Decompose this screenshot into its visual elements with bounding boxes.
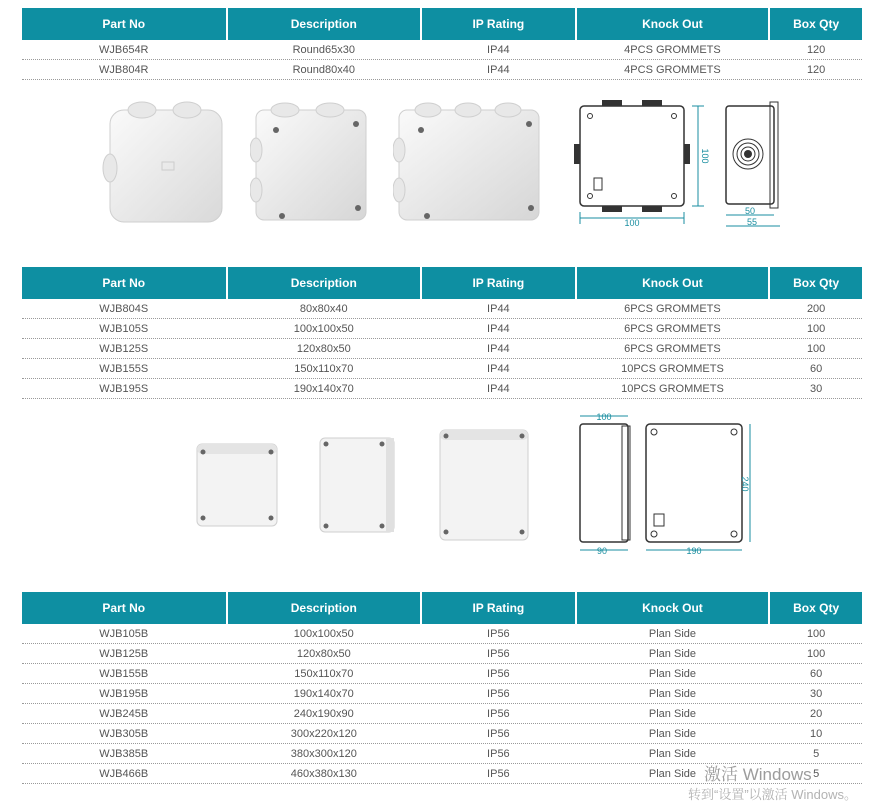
rect-box-photo	[393, 100, 543, 224]
knock-out-cell: Plan Side	[648, 627, 696, 640]
part-no-cell: WJB305B	[99, 727, 149, 740]
header-description: Description	[228, 592, 421, 624]
box-qty-cell: 10	[810, 727, 823, 740]
part-no-cell: WJB195S	[99, 382, 149, 395]
box-qty-cell: 100	[806, 627, 826, 640]
description-cell: 120x80x50	[296, 647, 351, 660]
box-qty-cell: 200	[806, 302, 826, 315]
windows-activation-hint: 转到“设置”以激活 Windows。	[688, 787, 858, 802]
ip-rating-cell: IP56	[487, 647, 510, 660]
part-no-cell: WJB195B	[99, 687, 149, 700]
box-qty-cell: 100	[806, 647, 826, 660]
ip-rating-cell: IP56	[487, 627, 510, 640]
description-cell: 150x110x70	[294, 362, 354, 375]
box-qty-cell: 5	[813, 747, 820, 760]
description-cell: 460x380x130	[290, 767, 357, 780]
dim-side-inner-text: 50	[744, 206, 756, 216]
box-qty-cell: 100	[806, 322, 826, 335]
header-ip-rating: IP Rating	[422, 592, 575, 624]
box-qty-cell: 60	[810, 667, 823, 680]
dim-side-outer-text: 55	[746, 217, 758, 227]
table-row	[22, 644, 862, 664]
knock-out-cell: Plan Side	[648, 747, 696, 760]
header-box-qty: Box Qty	[770, 267, 862, 299]
ip-rating-cell: IP44	[487, 43, 510, 56]
table-row	[22, 664, 862, 684]
ip-rating-cell: IP56	[487, 747, 510, 760]
ip-rating-cell: IP44	[487, 302, 510, 315]
table-row	[22, 359, 862, 379]
windows-activation-watermark: 激活 Windows	[704, 765, 812, 784]
knock-out-cell: 6PCS GROMMETS	[624, 342, 721, 355]
description-cell: 150x110x70	[294, 667, 354, 680]
table-row	[22, 40, 862, 60]
ip-rating-cell: IP44	[487, 63, 510, 76]
product-table-round	[22, 8, 862, 80]
table-body	[22, 299, 862, 399]
part-no-cell: WJB105B	[99, 627, 149, 640]
ip-rating-cell: IP44	[487, 322, 510, 335]
knock-out-cell: Plan Side	[648, 667, 696, 680]
box-qty-cell: 120	[806, 63, 826, 76]
header-box-qty: Box Qty	[770, 592, 862, 624]
description-cell: 120x80x50	[296, 342, 351, 355]
round-box-photo	[102, 100, 226, 224]
description-cell: Round65x30	[292, 43, 355, 56]
part-no-cell: WJB155S	[99, 362, 149, 375]
ip-rating-cell: IP44	[487, 342, 510, 355]
header-ip-rating: IP Rating	[422, 267, 575, 299]
ip-rating-cell: IP56	[487, 767, 510, 780]
description-cell: 190x140x70	[293, 687, 354, 700]
table-row	[22, 60, 862, 80]
product-table-square	[22, 267, 862, 399]
header-description: Description	[228, 8, 421, 40]
knock-out-cell: 6PCS GROMMETS	[624, 322, 721, 335]
technical-drawing-square	[566, 96, 796, 231]
box-qty-cell: 100	[806, 342, 826, 355]
box-qty-cell: 20	[810, 707, 823, 720]
dim-side-depth-text: 90	[596, 546, 608, 556]
part-no-cell: WJB804S	[99, 302, 149, 315]
table-row	[22, 379, 862, 399]
dim-width-text: 100	[624, 218, 640, 228]
header-box-qty: Box Qty	[770, 8, 862, 40]
knock-out-cell: 4PCS GROMMETS	[624, 43, 721, 56]
header-part-no: Part No	[22, 8, 226, 40]
knock-out-cell: Plan Side	[648, 687, 696, 700]
ip-rating-cell: IP56	[487, 687, 510, 700]
knock-out-cell: 10PCS GROMMETS	[621, 362, 724, 375]
ip-rating-cell: IP56	[487, 707, 510, 720]
table-row	[22, 724, 862, 744]
table-row	[22, 704, 862, 724]
dim-side-width-text: 100	[596, 412, 612, 422]
knock-out-cell: 4PCS GROMMETS	[624, 63, 721, 76]
part-no-cell: WJB385B	[99, 747, 149, 760]
ip-rating-cell: IP56	[487, 667, 510, 680]
table-row	[22, 339, 862, 359]
dim-height-text: 240	[740, 476, 750, 492]
table-row	[22, 299, 862, 319]
description-cell: 380x300x120	[290, 747, 357, 760]
technical-drawing-rect	[572, 410, 762, 560]
ip-rating-cell: IP44	[487, 382, 510, 395]
box-qty-cell: 30	[810, 687, 823, 700]
description-cell: 100x100x50	[293, 627, 354, 640]
table-row	[22, 624, 862, 644]
dim-height-text: 100	[700, 148, 710, 164]
description-cell: 190x140x70	[293, 382, 354, 395]
box-qty-cell: 120	[806, 43, 826, 56]
box-qty-cell: 30	[810, 382, 823, 395]
knock-out-cell: 10PCS GROMMETS	[621, 382, 724, 395]
header-ip-rating: IP Rating	[422, 8, 575, 40]
plain-box-large-photo	[436, 426, 532, 544]
description-cell: 100x100x50	[293, 322, 354, 335]
box-qty-cell: 60	[810, 362, 823, 375]
table-header	[22, 8, 862, 40]
ip-rating-cell: IP56	[487, 727, 510, 740]
description-cell: 300x220x120	[290, 727, 357, 740]
header-description: Description	[228, 267, 421, 299]
plain-box-medium-photo	[316, 434, 400, 536]
part-no-cell: WJB155B	[99, 667, 149, 680]
header-part-no: Part No	[22, 592, 226, 624]
part-no-cell: WJB125S	[99, 342, 149, 355]
table-row	[22, 319, 862, 339]
part-no-cell: WJB804R	[98, 63, 149, 76]
header-knock-out: Knock Out	[577, 267, 769, 299]
part-no-cell: WJB125B	[99, 647, 149, 660]
square-box-photo	[250, 100, 370, 224]
table-header	[22, 267, 862, 299]
knock-out-cell: Plan Side	[648, 727, 696, 740]
knock-out-cell: 6PCS GROMMETS	[624, 302, 721, 315]
ip-rating-cell: IP44	[487, 362, 510, 375]
knock-out-cell: Plan Side	[648, 647, 696, 660]
table-row	[22, 684, 862, 704]
knock-out-cell: Plan Side	[648, 707, 696, 720]
product-table-plain	[22, 592, 862, 784]
description-cell: Round80x40	[292, 63, 355, 76]
part-no-cell: WJB466B	[99, 767, 149, 780]
dim-width-text: 190	[686, 546, 702, 556]
header-knock-out: Knock Out	[577, 8, 769, 40]
plain-box-small-photo	[193, 440, 283, 530]
description-cell: 80x80x40	[299, 302, 348, 315]
description-cell: 240x190x90	[293, 707, 354, 720]
part-no-cell: WJB245B	[99, 707, 149, 720]
header-knock-out: Knock Out	[577, 592, 769, 624]
part-no-cell: WJB654R	[98, 43, 149, 56]
knock-out-cell: Plan Side	[648, 767, 696, 780]
box-qty-cell: 5	[813, 767, 820, 780]
part-no-cell: WJB105S	[99, 322, 149, 335]
header-part-no: Part No	[22, 267, 226, 299]
table-body	[22, 40, 862, 80]
table-header	[22, 592, 862, 624]
